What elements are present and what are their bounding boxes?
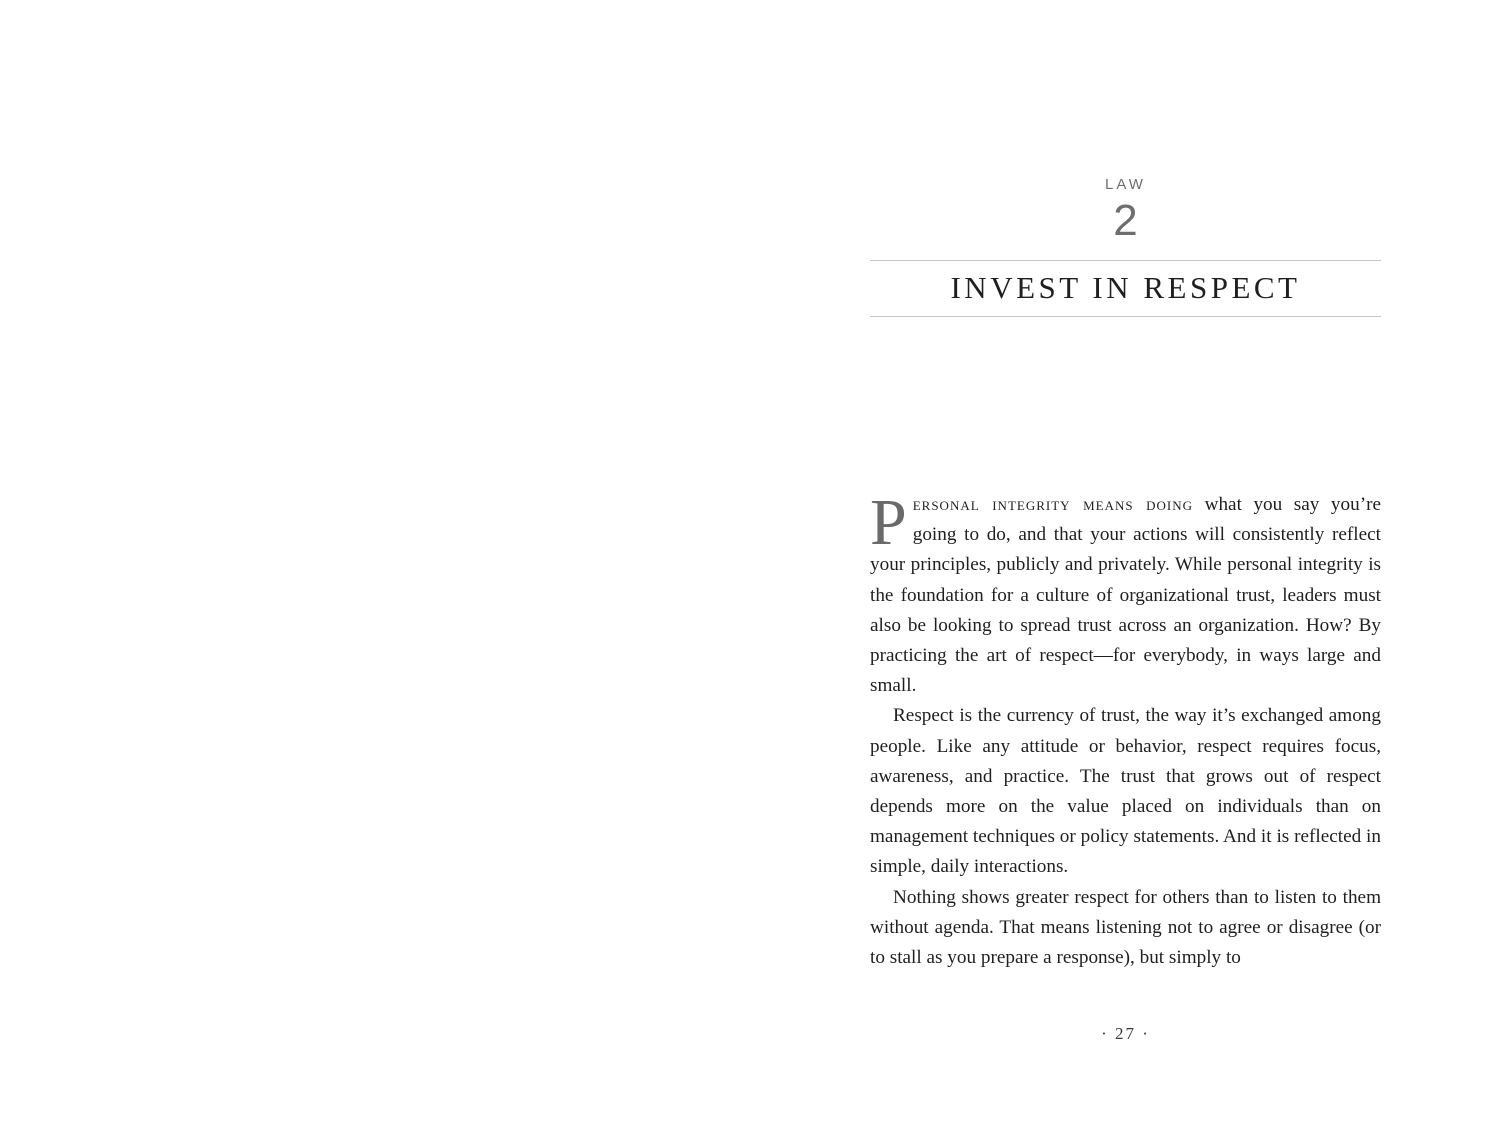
chapter-number: 2 <box>1113 196 1138 245</box>
drop-cap: P <box>870 486 907 559</box>
page-number: · 27 · <box>1101 1024 1150 1043</box>
chapter-title: INVEST IN RESPECT <box>950 270 1301 305</box>
lead-small-caps: ersonal integrity means doing <box>912 494 1194 515</box>
body-text <box>870 486 1382 973</box>
paragraph-1 <box>870 486 1382 701</box>
title-rule-bottom <box>870 316 1381 317</box>
paragraph-1-text: what you say you’re going to do, and that your actions will consistently reflect your principles, publicly and privately. While personal integrity is the foundation for a culture of organizational trust, leaders must also be looking to spread trust across an organization. How? By practicing the art of respect—for everybody, in ways large and small. <box>870 494 1382 697</box>
paragraph-2: Respect is the currency of trust, the way it’s exchanged among people. Like any attitude or behavior, respect requires focus, awareness, and practice. The trust that grows out of respect depends more on the value placed on individuals than on management techniques or policy statements. And it is reflected in simple, daily interactions. <box>870 705 1381 878</box>
title-rule-top <box>870 260 1381 261</box>
chapter-label: LAW <box>1105 176 1146 193</box>
paragraph-3: Nothing shows greater respect for others than to listen to them without agenda. That means listening not to agree or disagree (or to stall as you prepare a response), but simply to <box>870 886 1381 969</box>
right-page <box>870 0 1381 1125</box>
